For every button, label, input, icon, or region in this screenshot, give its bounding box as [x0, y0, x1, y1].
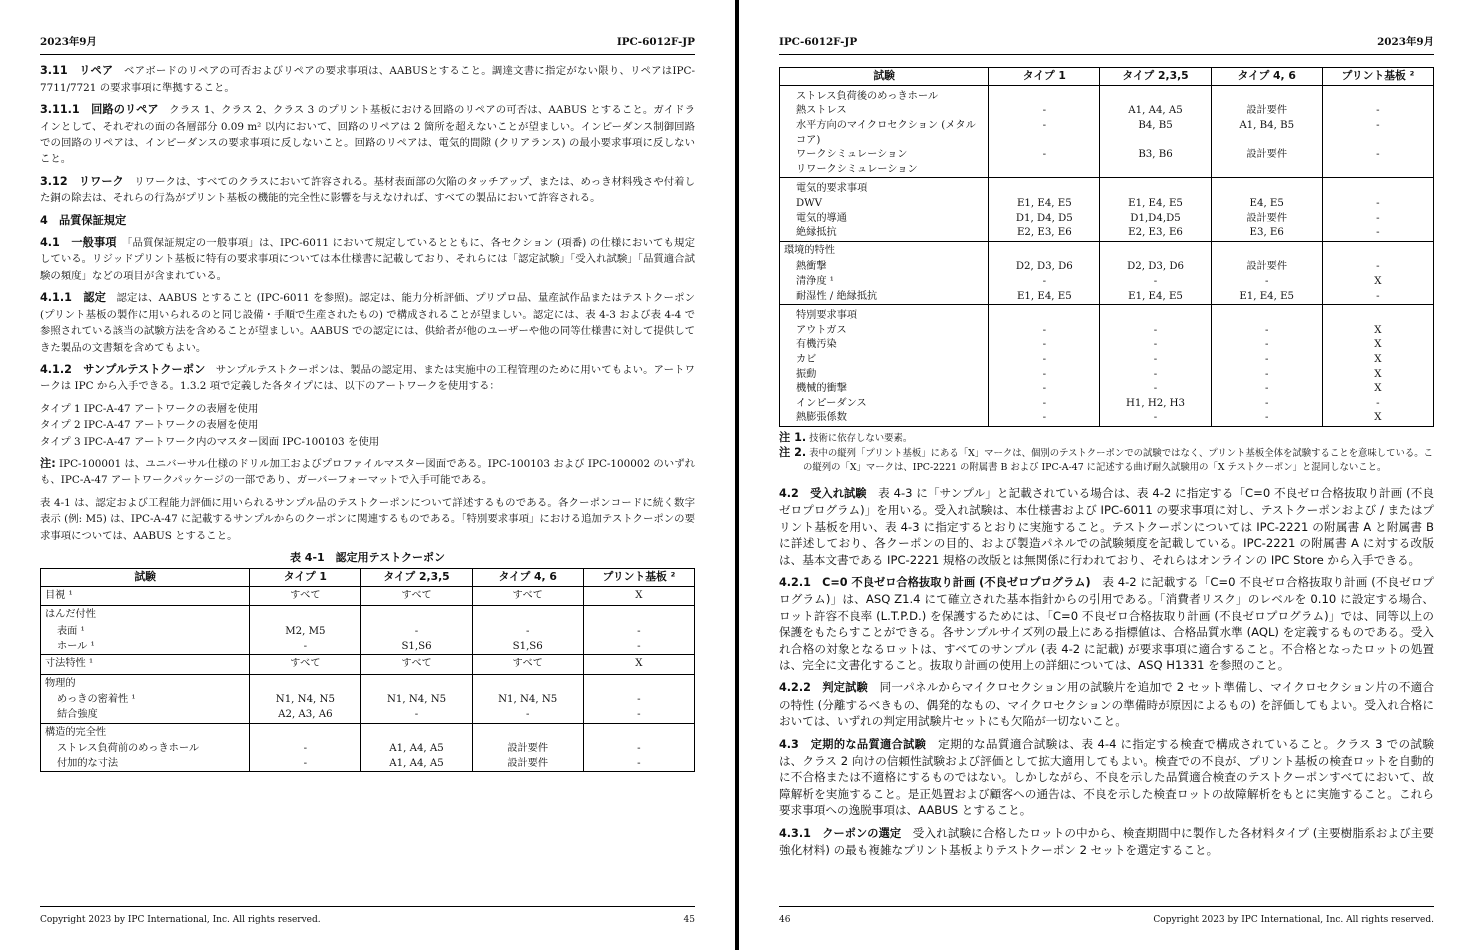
section-4-1-2: 4.1.2 サンプルテストクーポン サンプルテストクーポンは、製品の認定用、または実施中の工程管理のために用いてもよい。アートワークは IPC から入手できる。1.3.2 項で定義した各タイプには、以下のアートワークを使用する：	[40, 362, 695, 393]
table-cell: インピーダンス	[780, 397, 989, 412]
table-cell: -	[583, 693, 694, 708]
table-cell: -	[250, 640, 361, 655]
page-footer	[40, 906, 695, 928]
section-3-11: 3.11 リペア ベアボードのリペアの可否およびリペアの要求事項は、AABUSとすること。調達文書に指定がない限り、リペアはIPC-7711/7721 の要求事項に準拠すること。	[40, 64, 695, 94]
table-cell: -	[989, 353, 1100, 368]
table-cell	[472, 674, 583, 693]
table-row	[780, 241, 1434, 260]
table-row	[41, 586, 695, 606]
table-cell	[361, 606, 472, 625]
table-cell	[250, 606, 361, 625]
table-cell: A1, A4, A5	[1100, 104, 1211, 119]
table-cell	[583, 723, 694, 742]
table-cell: -	[583, 640, 694, 655]
section-4-2: 4.2 受入れ試験 表 4-3 に「サンプル」と記載されている場合は、表 4-2 に指定する「C=0 不良ゼロ合格抜取り計画 (不良ゼロプログラム)」を用いる。受入れ試験は、本仕様書および IPC-6011 の要求事項に対し、テストクーポンおよび / またはプリント基板を用い、表 4-3 に指定するとおりに実施すること。テストクーポンについては IPC-2221 の附属書 A と附属書 B に詳述しており、各クーポンの目的、および製造パネルでの試験頻度を記載している。IPC-2221 の附属書 A に対する改版は、基本文書である IPC-2221 規格の改版とは無関係に行われており、それらはオンラインの IPC Store から入手できる。	[779, 485, 1434, 567]
table-cell: 振動	[780, 368, 989, 383]
table-cell: -	[583, 742, 694, 757]
table-cell	[1322, 90, 1433, 105]
table-row	[780, 104, 1434, 119]
table-cell	[1211, 309, 1322, 324]
table-header-cell: 試験	[41, 569, 250, 586]
table-cell: ストレス負荷後のめっきホール	[780, 90, 989, 105]
table-cell: A1, B4, B5	[1211, 119, 1322, 148]
table-cell: すべて	[361, 586, 472, 606]
table-cell: -	[989, 368, 1100, 383]
table-cell: B3, B6	[1100, 148, 1211, 163]
section-4-3-1: 4.3.1 クーポンの選定 受入れ試験に合格したロットの中から、検査期間中に製作した各材料タイプ (主要樹脂系および主要強化材料) の最も複雑なプリント基板よりテストクーポン 2 セットを選定すること。	[779, 825, 1434, 857]
table-cell	[989, 90, 1100, 105]
table-row	[780, 338, 1434, 353]
table-row	[780, 411, 1434, 426]
table-cell: D2, D3, D6	[1100, 260, 1211, 275]
table-header-cell: タイプ 2,3,5	[361, 569, 472, 586]
section-3-12: 3.12 リワーク リワークは、すべてのクラスにおいて許容される。基材表面部の欠陥のタッチアップ、または、めっき材料残さや付着した銅の除去は、それらの行為がプリント基板の機能的完全性に影響を与えなければ、すべての製品において許容される。	[40, 174, 695, 205]
table-header-cell: プリント基板 ²	[583, 569, 694, 586]
table-cell	[989, 309, 1100, 324]
table-row	[780, 163, 1434, 178]
table-cell: -	[989, 338, 1100, 353]
table-header-cell: プリント基板 ²	[1322, 68, 1433, 85]
table-row	[780, 212, 1434, 227]
header-doc-id: IPC-6012F-JP	[616, 36, 695, 48]
table-cell: -	[1211, 338, 1322, 353]
table-cell	[1211, 163, 1322, 178]
table-row	[780, 226, 1434, 241]
table-cell: -	[583, 625, 694, 640]
table-row	[780, 397, 1434, 412]
note: 注: IPC-100001 は、ユニバーサル仕様のドリル加工およびプロファイルマスター図面である。IPC-100103 および IPC-100002 のいずれも、IPC-A-47 アートワークパッケージの一部であり、ガーバーフォーマットで入手可能である。	[40, 456, 695, 487]
table-cell: 機械的衝撃	[780, 382, 989, 397]
table-header-row	[41, 569, 695, 586]
table-cell	[989, 182, 1100, 197]
table-header-row	[780, 68, 1434, 85]
table-cell: 電気的導通	[780, 212, 989, 227]
table-cell: すべて	[250, 655, 361, 675]
table-cell	[989, 163, 1100, 178]
header-date: 2023年9月	[1377, 36, 1434, 48]
table-cell: すべて	[472, 586, 583, 606]
page-number: 45	[683, 914, 695, 925]
table-cell	[250, 723, 361, 742]
table-cell: -	[583, 708, 694, 723]
table-cell	[1211, 241, 1322, 260]
table-cell: -	[1100, 382, 1211, 397]
table-cell: 設計要件	[1211, 260, 1322, 275]
table-cell: 電気的要求事項	[780, 182, 989, 197]
table-cell: -	[989, 104, 1100, 119]
table-cell: カビ	[780, 353, 989, 368]
table-cell: S1,S6	[472, 640, 583, 655]
table-caption: 表 4-1 認定用テストクーポン	[289, 550, 446, 564]
table-cell	[989, 241, 1100, 260]
footer-copyright: Copyright 2023 by IPC International, Inc. All rights reserved.	[40, 914, 321, 925]
table-header-cell: タイプ 1	[989, 68, 1100, 85]
table-cell: -	[250, 742, 361, 757]
table-cell	[583, 606, 694, 625]
table-cell: -	[989, 411, 1100, 426]
list-item: タイプ 2 IPC-A-47 アートワークの表層を使用	[40, 419, 259, 432]
table-cell	[583, 674, 694, 693]
table-cell: E1, E4, E5	[1100, 290, 1211, 305]
table-row	[780, 90, 1434, 105]
table-cell	[1100, 163, 1211, 178]
table-cell	[1100, 182, 1211, 197]
table-cell: すべて	[250, 586, 361, 606]
table-cell: D2, D3, D6	[989, 260, 1100, 275]
table-row	[780, 275, 1434, 290]
table-cell	[472, 606, 583, 625]
table-cell: -	[1322, 148, 1433, 163]
table-cell: X	[1322, 353, 1433, 368]
table-cell: 設計要件	[1211, 212, 1322, 227]
table-cell	[1322, 182, 1433, 197]
table-cell: -	[1322, 260, 1433, 275]
table-cell: -	[989, 148, 1100, 163]
table-cell: X	[1322, 368, 1433, 383]
table-cell: E2, E3, E6	[989, 226, 1100, 241]
table-cell: X	[1322, 411, 1433, 426]
table-cell: ワークシミュレーション	[780, 148, 989, 163]
table-cell: -	[1322, 104, 1433, 119]
table-cell	[1322, 163, 1433, 178]
table-note: 注 2. 表中の縦列「プリント基板」にある「X」マークは、個別のテストクーポンでの試験ではなく、プリント基板全体を試験することを意味している。この縦列の「X」マークは、IPC-2221 の附属書 B および IPC-A-47 に記述する曲げ耐久試験用の「X テストクーポン」と混同しないこと。	[779, 445, 1434, 473]
table-cell: X	[583, 586, 694, 606]
table-row	[41, 708, 695, 723]
table-cell: -	[989, 397, 1100, 412]
table-cell: DWV	[780, 197, 989, 212]
table-cell: 設計要件	[1211, 148, 1322, 163]
section-4: 4 品質保証規定	[40, 213, 127, 227]
table-cell: -	[1322, 197, 1433, 212]
table-cell: 設計要件	[472, 757, 583, 772]
table-row	[780, 182, 1434, 197]
table-cell: 環境的特性	[780, 241, 989, 260]
table-cell: X	[1322, 275, 1433, 290]
table-cell: -	[1100, 275, 1211, 290]
table-cell: 熱ストレス	[780, 104, 989, 119]
list-item: タイプ 1 IPC-A-47 アートワークの表層を使用	[40, 402, 259, 415]
table-row	[41, 723, 695, 742]
page-number: 46	[779, 914, 791, 925]
table-cell: すべて	[472, 655, 583, 675]
table-cell: -	[1100, 353, 1211, 368]
table-row	[780, 382, 1434, 397]
table-cell: -	[583, 757, 694, 772]
table-cell: すべて	[361, 655, 472, 675]
table-cell: -	[1211, 411, 1322, 426]
paragraph-table-4-1: 表 4-1 は、認定および工程能力評価に用いられるサンプル品のテストクーポンについて詳述するものである。各クーポンコードに続く数字表示 (例: M5) は、IPC-A-47 に記載するサンプルからのクーポンに関連するものである。「特別要求事項」における追加テストクーポンの要求事項については、AABUS とすること。	[40, 496, 695, 542]
table-cell: -	[472, 708, 583, 723]
section-3-11-1: 3.11.1 回路のリペア クラス 1、クラス 2、クラス 3 のプリント基板における回路のリペアの可否は、AABUS とすること。ガイドラインとして、それぞれの面の各層部分 0.09 m² 以内において、回路のリペアは 2 箇所を超えないことが望ましい。インピーダンス制御回路での回路のリペアは、インピーダンスの要求事項に反しないこと。回路のリペアは、電気的間隙 (クリアランス) の最小要求事項に反しないこと。	[40, 103, 695, 166]
table-cell: 清浄度 ¹	[780, 275, 989, 290]
table-row	[780, 309, 1434, 324]
section-4-1: 4.1 一般事項 「品質保証規定の一般事項」は、IPC-6011 において規定しているとともに、各セクション (項番) の仕様においても規定している。リジッドプリント基板に特有の要求事項については本仕様書に記載しており、それらには「認定試験」「受入れ試験」「品質適合試験の頻度」などの項目が含まれている。	[40, 236, 695, 282]
table-row	[780, 324, 1434, 339]
table-cell	[1211, 182, 1322, 197]
table-cell: 有機汚染	[780, 338, 989, 353]
table-header-cell: タイプ 4, 6	[472, 569, 583, 586]
table-cell	[472, 723, 583, 742]
table-cell: 結合強度	[41, 708, 250, 723]
table-row	[41, 640, 695, 655]
table-cell: 熱衝撃	[780, 260, 989, 275]
table-cell: 熱膨張係数	[780, 411, 989, 426]
table-cell: 付加的な寸法	[41, 757, 250, 772]
table-cell: N1, N4, N5	[250, 693, 361, 708]
table-cell: E3, E6	[1211, 226, 1322, 241]
table-cell: -	[1322, 397, 1433, 412]
table-cell: X	[1322, 324, 1433, 339]
table-cell: E1, E4, E5	[1211, 290, 1322, 305]
table-cell	[361, 674, 472, 693]
table-cell: E1, E4, E5	[989, 197, 1100, 212]
table-cell: B4, B5	[1100, 119, 1211, 148]
table-cell: 構造的完全性	[41, 723, 250, 742]
section-4-1-1: 4.1.1 認定 認定は、AABUS とすること (IPC-6011 を参照)。認定は、能力分析評価、プリプロ品、量産試作品またはテストクーポン (プリント基板の製作に用いられるのと同じ設備・手順で生産されたもの) で構成されることが望ましい。認定には、表 4-3 および表 4-4 で参照されている該当の試験方法を含めることが望ましい。AABUS での認定には、供給者が他のユーザーや他の同等仕様書に対して提供してきた製品の文書類を含めてもよい。	[40, 291, 695, 354]
table-cell: -	[1211, 275, 1322, 290]
table-cell: 水平方向のマイクロセクション (メタルコア)	[780, 119, 989, 148]
table-cell: 寸法特性 ¹	[41, 655, 250, 675]
table-cell: -	[1100, 324, 1211, 339]
table-row	[780, 260, 1434, 275]
table-cell: -	[361, 708, 472, 723]
section-4-2-2: 4.2.2 判定試験 同一パネルからマイクロセクション用の試験片を追加で 2 セット準備し、マイクロセクション片の不適合の特性 (分離するべきもの、偶発的なもの、マイクロセクションの準備時が原因によるもの) を評価してもよい。受入れ合格においては、いずれの判定用試験片セットにも欠陥が一切ないこと。	[779, 680, 1434, 729]
table-cell: D1,D4,D5	[1100, 212, 1211, 227]
table-row	[41, 693, 695, 708]
table-cell: E4, E5	[1211, 197, 1322, 212]
table-notes	[779, 431, 1434, 475]
table-cell: ホール ¹	[41, 640, 250, 655]
table-cell: -	[1100, 338, 1211, 353]
page-header	[40, 34, 695, 55]
table-cell: -	[1100, 411, 1211, 426]
table-cell: 目視 ¹	[41, 586, 250, 606]
table-row	[780, 119, 1434, 148]
table-cell: E1, E4, E5	[1100, 197, 1211, 212]
table-cell: -	[989, 119, 1100, 148]
table-cell	[250, 674, 361, 693]
table-cell: X	[1322, 382, 1433, 397]
header-doc-id: IPC-6012F-JP	[779, 36, 858, 48]
table-header-cell: タイプ 4, 6	[1211, 68, 1322, 85]
table-row	[41, 674, 695, 693]
table-cell: -	[1322, 290, 1433, 305]
table-cell: E1, E4, E5	[989, 290, 1100, 305]
artwork-type-list	[40, 401, 695, 450]
table-cell: H1, H2, H3	[1100, 397, 1211, 412]
table-row	[780, 148, 1434, 163]
table-cell: S1,S6	[361, 640, 472, 655]
table-cell	[1100, 309, 1211, 324]
table-cell: 設計要件	[1211, 104, 1322, 119]
table-row	[780, 197, 1434, 212]
table-header-cell: タイプ 2,3,5	[1100, 68, 1211, 85]
table-cell: -	[1211, 382, 1322, 397]
table-cell: -	[989, 275, 1100, 290]
table-cell: リワークシミュレーション	[780, 163, 989, 178]
table-row	[41, 655, 695, 675]
table-header-cell: 試験	[780, 68, 989, 85]
table-cell: N1, N4, N5	[472, 693, 583, 708]
table-cell: -	[1211, 368, 1322, 383]
header-date: 2023年9月	[40, 36, 97, 48]
table-cell: A1, A4, A5	[361, 742, 472, 757]
table-cell: -	[361, 625, 472, 640]
table-cell: D1, D4, D5	[989, 212, 1100, 227]
table-cell: X	[583, 655, 694, 675]
table-cell: 特別要求事項	[780, 309, 989, 324]
table-cell: -	[989, 324, 1100, 339]
table-row	[780, 353, 1434, 368]
table-cell: N1, N4, N5	[361, 693, 472, 708]
table-cell: -	[1211, 324, 1322, 339]
table-cell	[1100, 241, 1211, 260]
table-cell: -	[250, 757, 361, 772]
page-right	[739, 0, 1474, 950]
table-row	[41, 757, 695, 772]
table-row	[41, 625, 695, 640]
table-cell	[1322, 241, 1433, 260]
page-footer	[779, 906, 1434, 928]
table-cell: 絶縁抵抗	[780, 226, 989, 241]
table-cell: E2, E3, E6	[1100, 226, 1211, 241]
table-cell: 耐湿性 / 絶縁抵抗	[780, 290, 989, 305]
table-cell	[1211, 90, 1322, 105]
table-cell: 物理的	[41, 674, 250, 693]
table-header-cell: タイプ 1	[250, 569, 361, 586]
table-cell: 表面 ¹	[41, 625, 250, 640]
section-4-3: 4.3 定期的な品質適合試験 定期的な品質適合試験は、表 4-4 に指定する検査で構成されていること。クラス 3 での試験は、クラス 2 向けの信頼性試験および評価として拡大適用してもよい。検査での不良が、プリント基板の検査ロットを自動的に不合格または不適格にするものではない。しかしながら、不良を示した品質適合検査のテストクーポンすべてにおいて、故障解析を実施すること。是正処置および顧客への通告は、不良を示した検査ロットの故障解析をもとに実施すること。これら要求事項への逸脱事項は、AABUS とすること。	[779, 736, 1434, 818]
table-row	[41, 742, 695, 757]
table-cell: ストレス負荷前のめっきホール	[41, 742, 250, 757]
table-4-1-continued	[779, 67, 1434, 426]
table-cell: -	[1211, 353, 1322, 368]
table-cell: はんだ付性	[41, 606, 250, 625]
table-cell: -	[472, 625, 583, 640]
table-cell: -	[1322, 226, 1433, 241]
table-cell	[1100, 90, 1211, 105]
page-header	[779, 34, 1434, 55]
table-row	[780, 368, 1434, 383]
table-cell	[361, 723, 472, 742]
table-cell: -	[989, 382, 1100, 397]
table-cell: 設計要件	[472, 742, 583, 757]
footer-copyright: Copyright 2023 by IPC International, Inc. All rights reserved.	[1153, 914, 1434, 925]
table-cell: めっきの密着性 ¹	[41, 693, 250, 708]
table-cell: M2, M5	[250, 625, 361, 640]
section-4-2-1: 4.2.1 C=0 不良ゼロ合格抜取り計画 (不良ゼロプログラム) 表 4-2 に記載する「C=0 不良ゼロ合格抜取り計画 (不良ゼロプログラム)」は、ASQ Z1.4 にて確立された基本指針からの引用である。「消費者リスク」のレベルを 0.10 に設定する場合、ロット許容不良率 (L.T.P.D.) を保護するためには、「C=0 不良ゼロ合格抜取り計画 (不良ゼロプログラム)」では、同等以上の保護をもたらすことができる。各サンプルサイズ列の最上にある指標値は、合格品質水準 (AQL) を定義するものである。受入れ合格の対象となるロットは、すべてのサンプル (表 4-2 に記載) が要求事項に適合すること。不合格となったロットの処置は、完全に文書化すること。抜取り計画の使用上の詳細については、ASQ H1331 を参照のこと。	[779, 574, 1434, 672]
table-cell: A2, A3, A6	[250, 708, 361, 723]
page-left	[0, 0, 735, 950]
table-cell: -	[1322, 212, 1433, 227]
table-cell: アウトガス	[780, 324, 989, 339]
table-row	[780, 290, 1434, 305]
table-cell: -	[1100, 368, 1211, 383]
table-row	[41, 606, 695, 625]
table-4-1	[40, 568, 695, 772]
table-note: 注 1. 技術に依存しない要素。	[779, 430, 913, 444]
list-item: タイプ 3 IPC-A-47 アートワーク内のマスター図面 IPC-100103 を使用	[40, 435, 380, 448]
table-cell: -	[1322, 119, 1433, 148]
table-cell: -	[1211, 397, 1322, 412]
table-cell: X	[1322, 338, 1433, 353]
table-cell: A1, A4, A5	[361, 757, 472, 772]
table-cell	[1322, 309, 1433, 324]
